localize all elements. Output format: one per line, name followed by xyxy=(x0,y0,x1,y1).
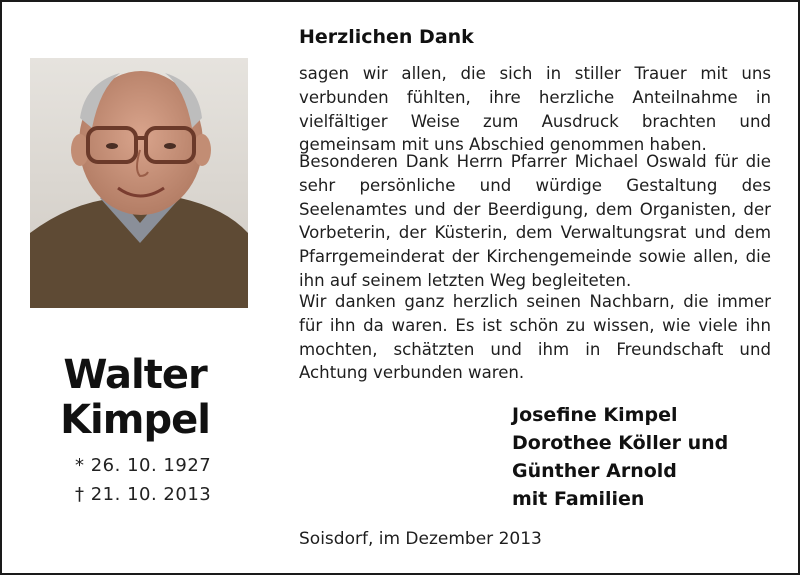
deceased-last-name: Kimpel xyxy=(60,397,210,443)
signature-line: mit Familien xyxy=(512,488,645,510)
notice-heading: Herzlichen Dank xyxy=(299,26,474,48)
deceased-first-name: Walter xyxy=(63,352,207,398)
birth-date: * 26. 10. 1927 xyxy=(75,455,212,476)
paragraph-neighbours: Wir danken ganz herzlich seinen Nachbarn, die immer für ihn da waren. Es ist schön zu wissen, wie viele ihn mochten, schätzten und ihm in Freundschaft und Achtung verbunden waren. xyxy=(299,292,771,383)
place-and-date: Soisdorf, im Dezember 2013 xyxy=(299,529,542,549)
signature-line: Josefine Kimpel xyxy=(512,404,678,426)
signature-line: Dorothee Köller und xyxy=(512,432,729,454)
paragraph-special-thanks: Besonderen Dank Herrn Pfarrer Michael Oswald für die sehr persönliche und würdige Gestaltung des Seelenamtes und der Beerdigung, dem Organisten, der Vorbeterin, der Küsterin, dem Verwaltungsrat und dem Pfarrgemeinderat der Kirchengemeinde sowie allen, die ihn auf seinem letzten Weg begleiteten. xyxy=(299,152,771,290)
portrait-photo xyxy=(30,58,248,308)
signature-line: Günther Arnold xyxy=(512,460,677,482)
paragraph-thanks: sagen wir allen, die sich in stiller Trauer mit uns verbunden fühlten, ihre herzliche Anteilnahme in vielfältiger Weise zum Ausdruck brachten und gemeinsam mit uns Abschied genommen haben. xyxy=(299,64,771,155)
death-date: † 21. 10. 2013 xyxy=(75,484,212,505)
